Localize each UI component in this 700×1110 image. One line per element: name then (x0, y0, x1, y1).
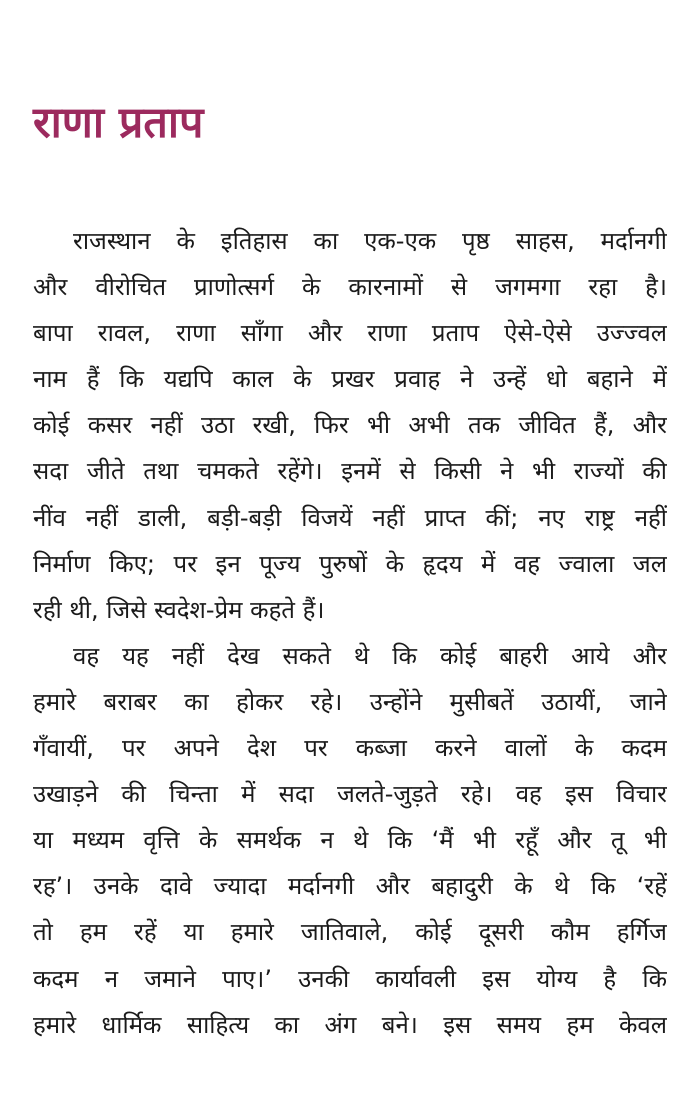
text-line: बापा रावल, राणा साँगा और राणा प्रताप ऐसे-ऐसे उज्ज्वल (33, 319, 667, 348)
text-line: या मध्यम वृत्ति के समर्थक न थे कि ‘मैं भी रहूँ और तू भी (33, 826, 667, 855)
body-text (33, 218, 667, 1048)
text-line: और वीरोचित प्राणोत्सर्ग के कारनामों से जगमगा रहा है। (33, 273, 667, 302)
text-line: गँवायीं, पर अपने देश पर कब्जा करने वालों के कदम (33, 734, 667, 763)
text-line: कदम न जमाने पाए।’ उनकी कार्यावली इस योग्य है कि (33, 964, 667, 993)
chapter-title: राणा प्रताप (33, 98, 204, 148)
text-line: नाम हैं कि यद्यपि काल के प्रखर प्रवाह ने उन्हें धो बहाने में (33, 365, 667, 394)
text-line: कोई कसर नहीं उठा रखी, फिर भी अभी तक जीवित हैं, और (33, 411, 667, 440)
text-line: नींव नहीं डाली, बड़ी-बड़ी विजयें नहीं प्राप्त कीं; नए राष्ट्र नहीं (33, 503, 667, 532)
text-line: हमारे बराबर का होकर रहे। उन्होंने मुसीबतें उठायीं, जाने (33, 687, 667, 716)
text-line: सदा जीते तथा चमकते रहेंगे। इनमें से किसी ने भी राज्यों की (33, 457, 667, 486)
text-line: हमारे धार्मिक साहित्य का अंग बने। इस समय हम केवल (33, 1010, 667, 1039)
text-line: रह’। उनके दावे ज्यादा मर्दानगी और बहादुरी के थे कि ‘रहें (33, 872, 667, 901)
text-line: तो हम रहें या हमारे जातिवाले, कोई दूसरी कौम हर्गिज (33, 918, 667, 947)
text-line: वह यह नहीं देख सकते थे कि कोई बाहरी आये और (73, 641, 667, 670)
text-line: निर्माण किए; पर इन पूज्य पुरुषों के हृदय में वह ज्वाला जल (33, 549, 667, 578)
text-line: राजस्थान के इतिहास का एक-एक पृष्ठ साहस, मर्दानगी (73, 227, 667, 255)
text-line: रही थी, जिसे स्वदेश-प्रेम कहते हैं। (33, 595, 325, 624)
text-line: उखाड़ने की चिन्ता में सदा जलते-जुड़ते रहे। वह इस विचार (33, 780, 667, 809)
